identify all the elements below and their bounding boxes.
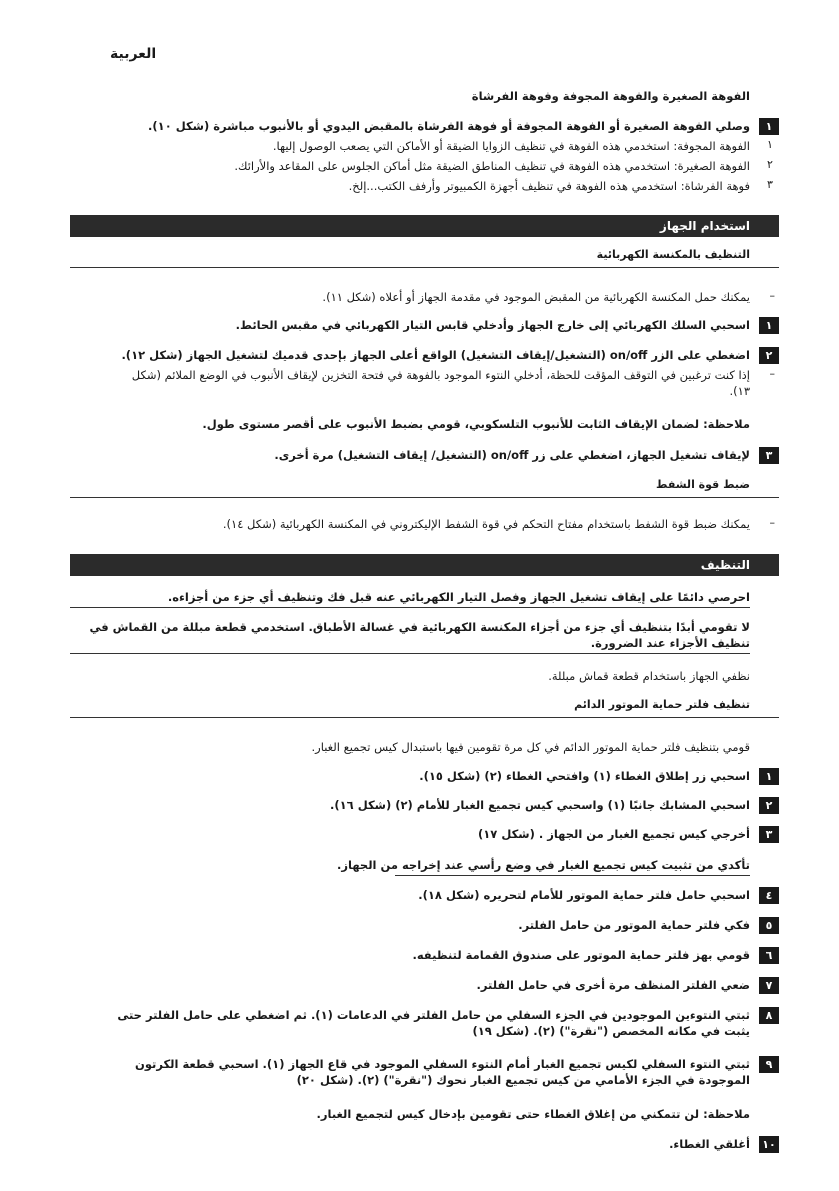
bullet-dash: – bbox=[769, 516, 775, 529]
section-bar-using-appliance: استخدام الجهاز bbox=[70, 215, 779, 237]
cleaning-step-10: أغلقي الغطاء. bbox=[669, 1137, 750, 1151]
list-item: الفوهة المجوفة: استخدمي هذه الفوهة في تنظيف الزوايا الضيقة أو الأماكن التي يصعب الوصول إليها. bbox=[272, 139, 750, 153]
subheading-suction-power: ضبط قوة الشفط bbox=[70, 477, 779, 498]
step-number-badge: ٥ bbox=[759, 917, 779, 934]
list-item: فوهة الفرشاة: استخدمي هذه الفوهة في تنظيف أجهزة الكمبيوتر وأرفف الكتب...إلخ. bbox=[348, 179, 750, 193]
bullet-dash: – bbox=[769, 367, 775, 380]
cleaning-warning-1: احرصي دائمًا على إيقاف تشغيل الجهاز وفصل التيار الكهربائي عنه قبل فك وتنظيف أي جزء من أجزاءه. bbox=[70, 589, 750, 608]
cleaning-step: ضعي الفلتر المنظف مرة أخرى في حامل الفلتر. bbox=[476, 978, 750, 992]
subheading-vacuuming: التنظيف بالمكنسة الكهربائية bbox=[70, 247, 779, 268]
step-number-badge: ٢ bbox=[759, 797, 779, 814]
use-note: ملاحظة: لضمان الإيقاف الثابت للأنبوب التلسكوبي، قومي بضبط الأنبوب على أقصر مستوى طول. bbox=[202, 417, 750, 431]
cleaning-step: فكي فلتر حماية الموتور من حامل الفلتر. bbox=[518, 918, 750, 932]
use-bullet-2: إذا كنت ترغبين في التوقف المؤقت للحظة، أدخلي النتوء الموجود بالفوهة في فتحة التخزين لإيقاف الأنبوب في الوضع الملائم (شكل ١٣). bbox=[131, 368, 750, 398]
cleaning-step: أخرجي كيس تجميع الغبار من الجهاز . (شكل ١٧) bbox=[478, 827, 750, 841]
bullet-dash: – bbox=[769, 289, 775, 302]
step-number-badge: ٧ bbox=[759, 977, 779, 994]
cleaning-step-9: ثبتي النتوء السفلي لكيس تجميع الغبار أمام النتوء السفلي الموجود في قاع الجهاز (١). اسحبي قطعة الكرتون الموجودة في الجزء الأمامي من كيس تجميع الغبار نحوك ("نقرة") (٢). (شكل ٢٠) bbox=[135, 1057, 750, 1087]
cleaning-step: اسحبي حامل فلتر حماية الموتور للأمام لتحريره (شكل ١٨). bbox=[418, 888, 750, 902]
use-bullet-1: يمكنك حمل المكنسة الكهربائية من المقبض الموجود في مقدمة الجهاز أو أعلاه (شكل ١١). bbox=[322, 290, 750, 304]
cleaning-step-8: ثبتي النتوءين الموجودين في الجزء السفلي من حامل الفلتر في الدعامات (١). ثم اضغطي على حامل الفلتر حتى يثبت في مكانه المخصص ("نقرة") (٢). (شكل ١٩) bbox=[117, 1008, 750, 1038]
step-number-badge: ١٠ bbox=[759, 1136, 779, 1153]
step-number-badge: ١ bbox=[759, 768, 779, 785]
subheading-motor-filter: تنظيف فلتر حماية الموتور الدائم bbox=[70, 697, 779, 718]
cleaning-step: اسحبي زر إطلاق الغطاء (١) وافتحي الغطاء (٢) (شكل ١٥). bbox=[419, 769, 750, 783]
step-number-badge: ١ bbox=[759, 118, 779, 135]
nozzles-heading: الفوهة الصغيرة والفوهة المجوفة وفوهة الفرشاة bbox=[471, 89, 750, 103]
language-label: العربية bbox=[110, 46, 157, 62]
step-number-badge: ٣ bbox=[759, 447, 779, 464]
use-step-2: اضغطي على الزر on/off (التشغيل/إيقاف التشغيل) الواقع أعلى الجهاز بإحدى قدميك لتشغيل الجهاز (شكل ١٢). bbox=[121, 348, 750, 362]
step-number-badge: ٤ bbox=[759, 887, 779, 904]
list-number: ٣ bbox=[767, 178, 773, 191]
cleaning-step: اسحبي المشابك جانبًا (١) واسحبي كيس تجميع الغبار للأمام (٢) (شكل ١٦). bbox=[330, 798, 750, 812]
cleaning-note: ملاحظة: لن تتمكني من إغلاق الغطاء حتى تقومين بإدخال كيس لتجميع الغبار. bbox=[316, 1107, 750, 1121]
step-number-badge: ٢ bbox=[759, 347, 779, 364]
step-number-badge: ٩ bbox=[759, 1056, 779, 1073]
cleaning-warning-2: لا تقومي أبدًا بتنظيف أي جزء من أجزاء المكنسة الكهربائية في غسالة الأطباق. استخدمي قطعة مبللة من القماش في تنظيف الأجزاء عند الضرورة. bbox=[70, 619, 750, 654]
step-number-badge: ٣ bbox=[759, 826, 779, 843]
use-step-3: لإيقاف تشغيل الجهاز، اضغطي على زر on/off (التشغيل/ إيقاف التشغيل) مرة أخرى. bbox=[274, 448, 750, 462]
step-number-badge: ١ bbox=[759, 317, 779, 334]
cleaning-caution: تأكدي من تثبيت كيس تجميع الغبار في وضع رأسي عند إخراجه من الجهاز. bbox=[395, 857, 750, 876]
step-number-badge: ٨ bbox=[759, 1007, 779, 1024]
nozzles-step-1: وصلي الفوهة الصغيرة أو الفوهة المجوفة أو فوهة الفرشاة بالمقبض اليدوي أو بالأنبوب مباشرة (شكل ١٠). bbox=[148, 119, 750, 133]
section-bar-cleaning: التنظيف bbox=[70, 554, 779, 576]
cleaning-plain: نظفي الجهاز باستخدام قطعة قماش مبللة. bbox=[548, 669, 750, 683]
list-item: الفوهة الصغيرة: استخدمي هذه الفوهة في تنظيف المناطق الضيقة مثل أماكن الجلوس على المقاعد والأرائك. bbox=[234, 159, 750, 173]
step-number-badge: ٦ bbox=[759, 947, 779, 964]
cleaning-intro: قومي بتنظيف فلتر حماية الموتور الدائم في كل مرة تقومين فيها باستبدال كيس تجميع الغبار. bbox=[311, 740, 750, 754]
list-number: ٢ bbox=[767, 158, 773, 171]
use-bullet-3: يمكنك ضبط قوة الشفط باستخدام مفتاح التحكم في قوة الشفط الإليكتروني في المكنسة الكهربائية (شكل ١٤). bbox=[222, 517, 750, 531]
use-step-1: اسحبي السلك الكهربائي إلى خارج الجهاز وأدخلي قابس التيار الكهربائي في مقبس الحائط. bbox=[235, 318, 750, 332]
cleaning-step: قومي بهز فلتر حماية الموتور على صندوق القمامة لتنظيفه. bbox=[412, 948, 750, 962]
list-number: ١ bbox=[767, 138, 773, 151]
